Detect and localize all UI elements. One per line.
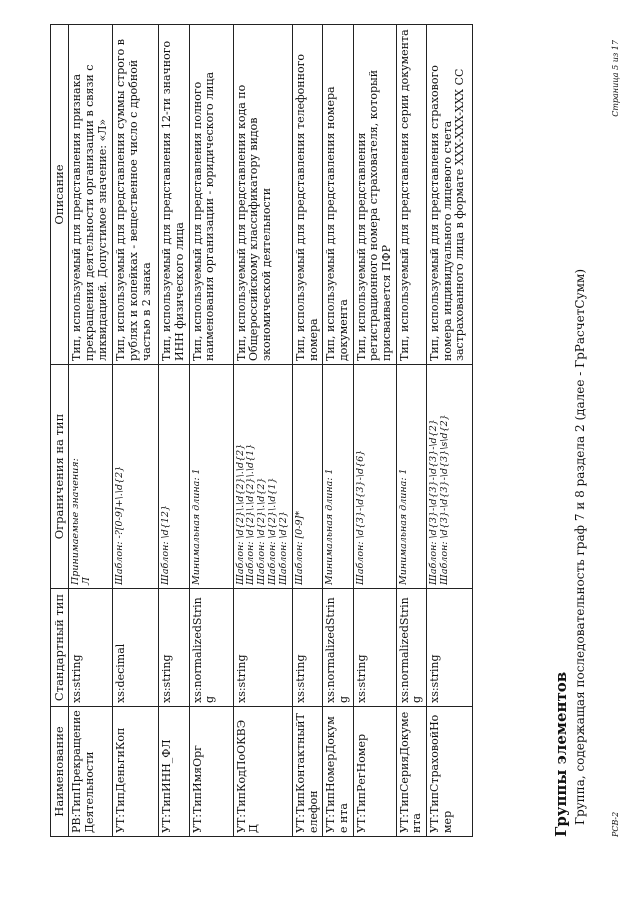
header-description: Описание <box>51 25 69 365</box>
table-row <box>113 25 159 837</box>
cell-standard-type: xs:decimal <box>113 589 159 707</box>
cell-name: УТ:ТипСерияДокуме нта <box>396 707 426 837</box>
cell-standard-type: xs:string <box>293 589 323 707</box>
cell-description: Тип, используемый для представления серии документа <box>396 25 426 365</box>
table-row <box>233 25 293 837</box>
cell-standard-type: xs:string <box>353 589 396 707</box>
cell-standard-type: xs:string <box>69 589 113 707</box>
table-row <box>353 25 396 837</box>
table-row <box>426 25 472 837</box>
table-header-row <box>51 25 69 837</box>
cell-standard-type: xs:normalizedString <box>189 589 233 707</box>
constraint-line: Шаблон: \d{2}\.\d{1} <box>267 477 279 585</box>
cell-description: Тип, используемый для представления суммы строго в рублях и копейках - вещественное число с дробной частью в 2 знака <box>113 25 159 365</box>
cell-description: Тип, используемый для представления 12-ти значного ИНН физического лица <box>159 25 189 365</box>
cell-name: РВ:ТипПрекращение Деятельности <box>69 707 113 837</box>
cell-constraints <box>159 365 189 589</box>
header-standard-type: Стандартный тип <box>51 589 69 707</box>
cell-standard-type: xs:string <box>426 589 472 707</box>
constraint-line: Шаблон: \d{3}-\d{3}-\d{3}\s\d{2} <box>438 414 450 585</box>
cell-name: УТ:ТипДеньгиКоп <box>113 707 159 837</box>
table-row <box>396 25 426 837</box>
section-description: Группа, содержащая последовательность граф 7 и 8 раздела 2 (далее - ГрРасчетСумм) <box>573 268 587 825</box>
table-row <box>293 25 323 837</box>
constraint-line: Принимаемые значения: <box>70 458 82 585</box>
cell-name: УТ:ТипНомерДокуме нта <box>323 707 353 837</box>
constraint-line: Шаблон: [0-9]* <box>294 510 306 585</box>
constraint-line: Минимальная длина: 1 <box>190 468 202 585</box>
constraint-line: Шаблон: \d{2}\.\d{2}\.\d{1} <box>245 443 257 585</box>
cell-standard-type: xs:normalizedString <box>396 589 426 707</box>
cell-name: УТ:ТипКодПоОКВЭ Д <box>233 707 293 837</box>
table-row <box>159 25 189 837</box>
cell-standard-type: xs:string <box>159 589 189 707</box>
cell-constraints <box>69 365 113 589</box>
cell-constraints <box>293 365 323 589</box>
cell-constraints <box>426 365 472 589</box>
cell-name: УТ:ТипРегНомер <box>353 707 396 837</box>
constraint-line: Шаблон: \d{3}-\d{3}-\d{3}-\d{2} <box>427 419 439 585</box>
cell-description: Тип, используемый для представления телефонного номера <box>293 25 323 365</box>
header-constraints: Ограничения на тип <box>51 365 69 589</box>
header-name: Наименование <box>51 707 69 837</box>
section-heading: Группы элементов <box>552 671 570 837</box>
footer-page-number: Страница 5 из 17 <box>611 40 620 117</box>
constraint-line: Шаблон: \d{12} <box>160 504 172 585</box>
constraint-line: Шаблон: \d{3}-\d{3}-\d{6} <box>354 449 366 585</box>
cell-name: УТ:ТипСтраховойНо мер <box>426 707 472 837</box>
cell-description: Тип, используемый для представления полного наименования организации - юридического лица <box>189 25 233 365</box>
cell-description: Тип, используемый для представления признака прекращения деятельности организации в связи с ликвидацией. Допустимое значение: «Л» <box>69 25 113 365</box>
cell-name: УТ:ТипИНН_ФЛ <box>159 707 189 837</box>
cell-constraints <box>396 365 426 589</box>
cell-constraints <box>189 365 233 589</box>
cell-description: Тип, используемый для представления номера документа <box>323 25 353 365</box>
footer-form-code: РСВ-2 <box>611 811 620 837</box>
cell-standard-type: xs:normalizedString <box>323 589 353 707</box>
constraint-line: Шаблон: \d{2}\.\d{2}\.\d{2} <box>234 443 246 585</box>
constraint-line: Шаблон: \d{2} <box>278 511 290 585</box>
cell-description: Тип, используемый для представления регистрационного номера страхователя, который присваивается ПФР <box>353 25 396 365</box>
constraint-line: Шаблон: \d{2}\.\d{2} <box>256 477 268 585</box>
table-row <box>323 25 353 837</box>
table-row <box>189 25 233 837</box>
cell-constraints <box>113 365 159 589</box>
constraint-line: Минимальная длина: 1 <box>397 468 409 585</box>
cell-standard-type: xs:string <box>233 589 293 707</box>
cell-name: УТ:ТипКонтактныйТ елефон <box>293 707 323 837</box>
types-table <box>50 24 473 837</box>
cell-name: УТ:ТипИмяОрг <box>189 707 233 837</box>
table-row <box>69 25 113 837</box>
cell-constraints <box>353 365 396 589</box>
constraint-line: Л <box>81 577 93 585</box>
constraint-line: Минимальная длина: 1 <box>324 468 336 585</box>
constraint-line: Шаблон: -?[0-9]+\.\d{2} <box>114 465 126 585</box>
cell-description: Тип, используемый для представления кода по Общероссийскому классификатору видов экономической деятельности <box>233 25 293 365</box>
cell-constraints <box>323 365 353 589</box>
cell-constraints <box>233 365 293 589</box>
cell-description: Тип, используемый для представления страхового номера индивидуального лицевого счета застрахованного лица в формате XXX-XXX-XXX CC <box>426 25 472 365</box>
